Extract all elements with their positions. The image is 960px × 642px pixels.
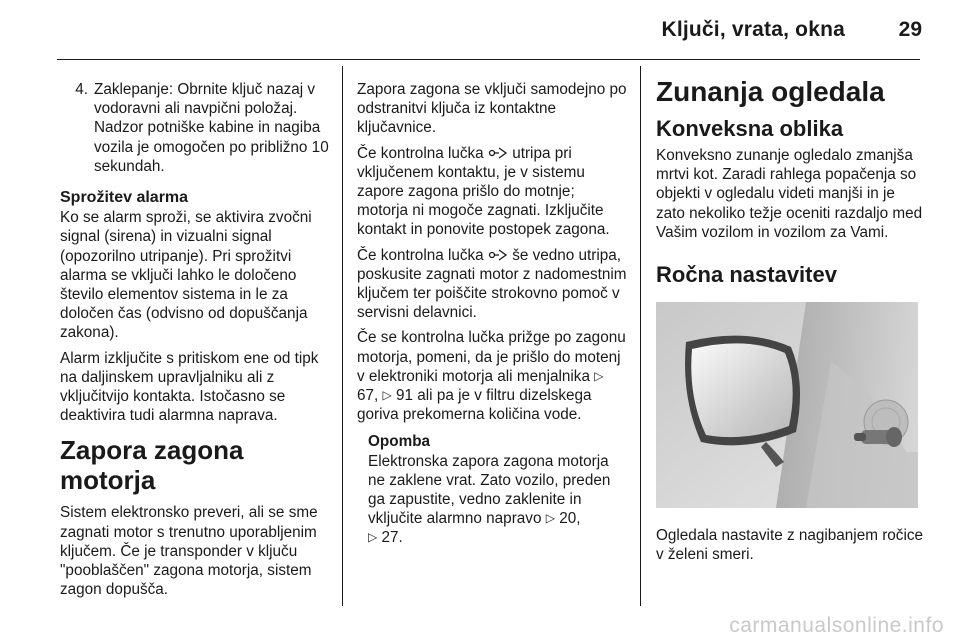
immobilizer-paragraph-1: Sistem elektronsko preveri, ali se sme zagnati motor s trenutno uporabljenim ključem. Če je transponder v ključu "pooblaščen" zagona motorja, sistem zagon dopušča. [60, 504, 318, 599]
triangle-ref-icon: ▷ [594, 368, 604, 383]
column-divider-2 [640, 66, 641, 606]
alarm-paragraph-1: Ko se alarm sproži, se aktivira zvočni signal (sirena) in vizualni signal (opozorilno utripanje). Pri sprožitvi alarma se vključi lahko le določeno število elementov sistema in le za določen čas (odvisno od dopuščanja zakona). [60, 209, 312, 342]
mirror-illustration-svg [656, 302, 918, 508]
alarm-paragraph-2: Alarm izključite s pritiskom ene od tipk na daljinskem upravljalniku ali z vključitvijo kontakta. Istočasno se deaktivira tudi alarmna naprava. [60, 349, 319, 425]
immobilizer-warning-icon [488, 146, 508, 160]
page-reference[interactable]: 20, [559, 510, 581, 528]
mirror-illustration [656, 302, 918, 508]
paragraph-text: 91 ali pa je v filtru dizelskega goriva prekomerna količina vode. [357, 387, 592, 424]
immobilizer-paragraph-5 [357, 328, 627, 424]
column-3 [656, 76, 926, 570]
list-number: 4. [75, 81, 88, 98]
paragraph-text: še vedno utripa, poskusite zagnati motor z nadomestnim ključem ter poiščite strokovno pomoč v servisni delavnici. [357, 246, 627, 322]
watermark: carmanualsonline.info [729, 614, 944, 637]
immobilizer-heading: Zapora zagona motorja [60, 435, 244, 496]
paragraph-text: Če se kontrolna lučka prižge po zagonu motorja, pomeni, da je prišlo do motenj v elektroniki motorja ali menjalnika [357, 329, 626, 385]
note-text [368, 452, 627, 548]
immobilizer-paragraph-4 [357, 246, 627, 323]
paragraph-text: Če kontrolna lučka [357, 144, 484, 162]
header-title: Ključi, vrata, okna [661, 18, 845, 41]
list-text: Zaklepanje: Obrnite ključ nazaj v vodoravni ali navpični položaj. Nadzor potniške kabine in nagiba vozila je omogočen po približno 10 sekundah. [94, 81, 329, 175]
note-box [357, 432, 627, 547]
page-reference[interactable]: 67, [357, 387, 379, 405]
note-title: Opomba [368, 433, 431, 451]
immobilizer-paragraph-3 [357, 144, 627, 240]
triangle-ref-icon: ▷ [545, 511, 555, 526]
column-1 [60, 80, 330, 605]
paragraph-text: Če kontrolna lučka [357, 246, 484, 264]
column-divider-1 [342, 66, 343, 606]
manual-adjust-heading: Ročna nastavitev [656, 262, 837, 288]
manual-adjust-paragraph: Ogledala nastavite z nagibanjem ročice v želeni smeri. [656, 527, 924, 564]
convex-heading: Konveksna oblika [656, 116, 844, 141]
list-item [60, 80, 330, 176]
page-number: 29 [898, 18, 922, 41]
triangle-ref-icon: ▷ [382, 388, 392, 403]
page-reference[interactable]: 27. [381, 529, 403, 547]
immobilizer-warning-icon [488, 248, 508, 262]
convex-paragraph: Konveksno zunanje ogledalo zmanjša mrtvi kot. Zaradi rahlega popačenja so objekti v ogledalu videti manjši in je zato nekoliko težje oceniti razdaljo med Vašim vozilom in vozilom za Vami. [656, 147, 923, 241]
section-title: Zunanja ogledala [656, 76, 885, 107]
paragraph-text: Elektronska zapora zagona motorja ne zaklene vrat. Zato vozilo, preden ga zapustite, vedno zaklenite in vključite alarmno napravo [368, 452, 611, 528]
immobilizer-paragraph-2: Zapora zagona se vključi samodejno po odstranitvi ključa iz kontaktne ključavnice. [357, 81, 627, 137]
paragraph-text: utripa pri vključenem kontaktu, je v sistemu zapore zagona prišlo do motnje; motorja ni mogoče zagnati. Izključite kontakt in ponovite postopek zagona. [357, 144, 610, 239]
header-rule [57, 59, 920, 60]
alarm-heading: Sprožitev alarma [60, 189, 189, 207]
column-2 [357, 80, 627, 548]
triangle-ref-icon: ▷ [368, 530, 378, 545]
page-header [0, 0, 960, 62]
